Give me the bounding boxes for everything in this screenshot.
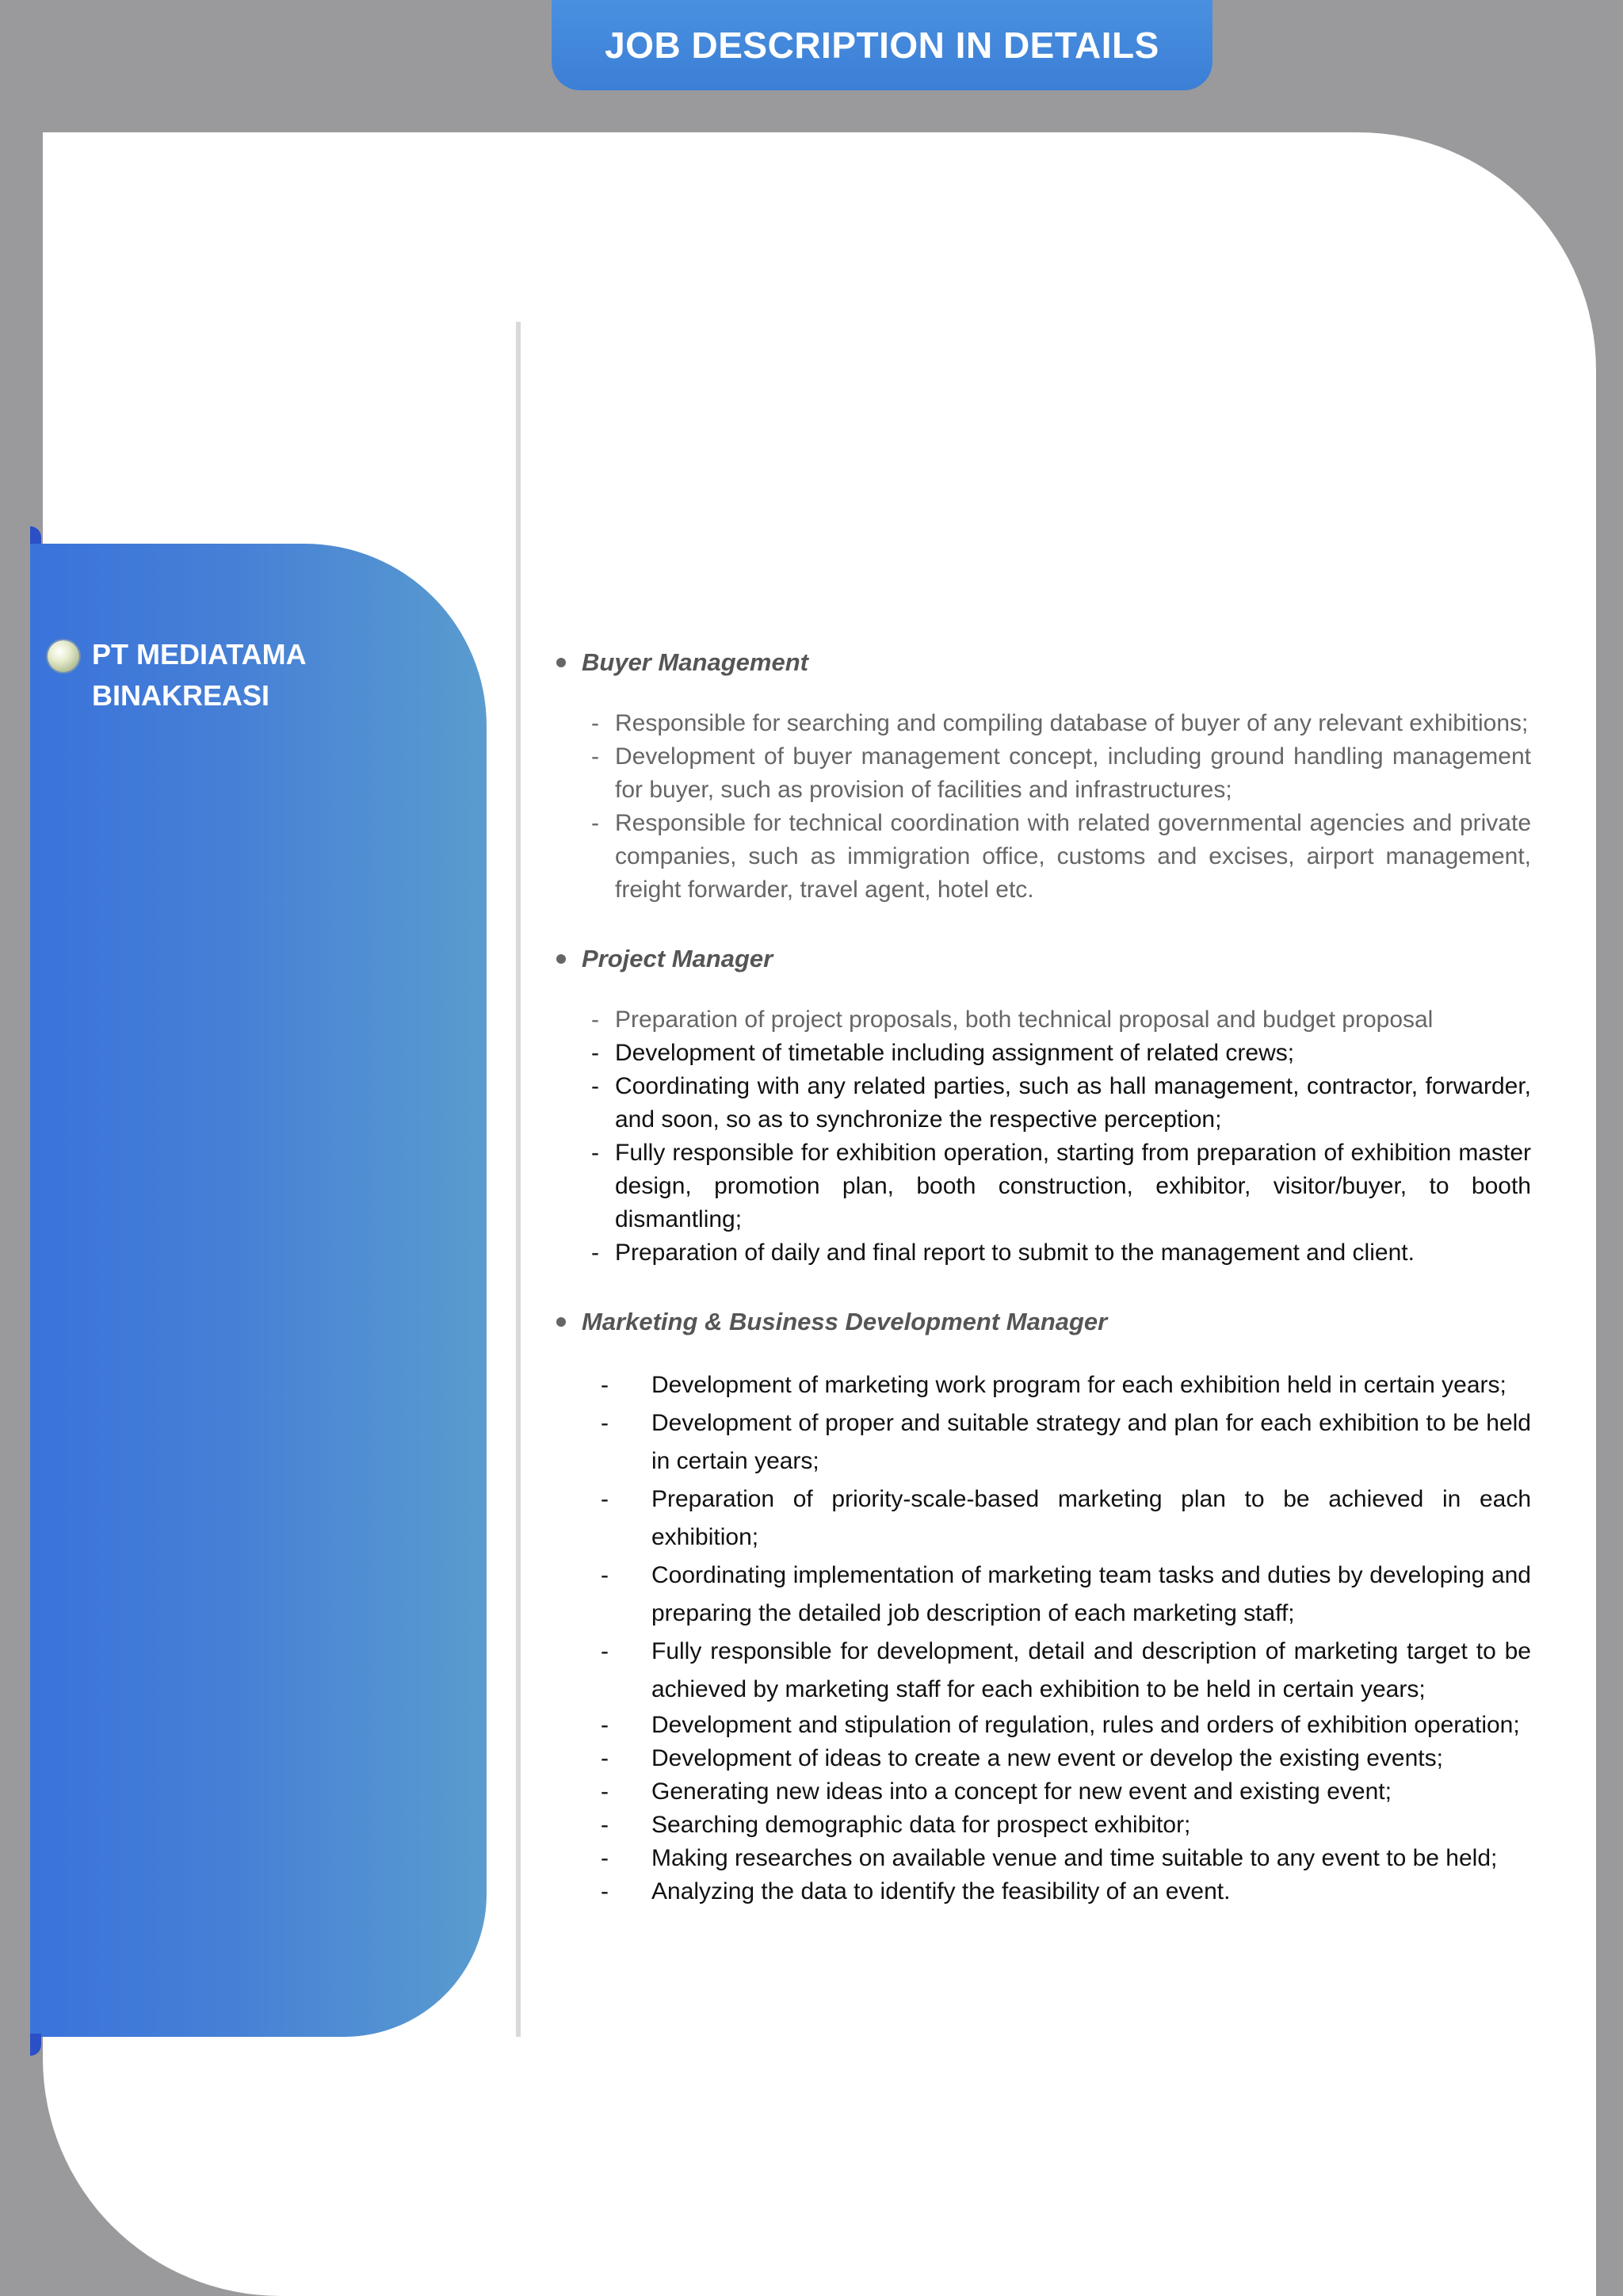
page-title: JOB DESCRIPTION IN DETAILS bbox=[605, 25, 1159, 66]
list-item: - Making researches on available venue and time suitable to any event to be held; bbox=[545, 1842, 1536, 1875]
job-descriptions bbox=[545, 640, 1536, 1939]
list-item: - Development of timetable including assignment of related crews; bbox=[545, 1037, 1536, 1070]
header-tab bbox=[552, 0, 1212, 90]
duty-list bbox=[545, 1366, 1536, 1908]
list-item: - Development of marketing work program for each exhibition held in certain years; bbox=[545, 1366, 1536, 1404]
list-item: - Generating new ideas into a concept for new event and existing event; bbox=[545, 1775, 1536, 1809]
role-section bbox=[545, 1300, 1536, 1908]
side-panel-notch-bottom bbox=[30, 2034, 41, 2056]
list-item: - Coordinating implementation of marketing team tasks and duties by developing and preparing the detailed job description of each marketing staff; bbox=[545, 1557, 1536, 1633]
list-item: - Development of buyer management concept, including ground handling management for buyer, such as provision of facilities and infrastructures; bbox=[545, 740, 1536, 807]
list-item: - Development and stipulation of regulation, rules and orders of exhibition operation; bbox=[545, 1709, 1536, 1742]
list-item: - Responsible for technical coordination with related governmental agencies and private companies, such as immigration office, customs and excises, airport management, freight forwarder, travel agent, hotel etc. bbox=[545, 807, 1536, 907]
duty-list bbox=[545, 707, 1536, 907]
vertical-divider bbox=[516, 322, 521, 2037]
role-section bbox=[545, 640, 1536, 907]
list-item: - Fully responsible for development, detail and description of marketing target to be achieved by marketing staff for each exhibition to be held in certain years; bbox=[545, 1633, 1536, 1709]
bullet-icon bbox=[556, 658, 566, 667]
list-item: - Responsible for searching and compiling database of buyer of any relevant exhibitions; bbox=[545, 707, 1536, 740]
list-item: - Preparation of priority-scale-based marketing plan to be achieved in each exhibition; bbox=[545, 1480, 1536, 1557]
list-item: - Development of ideas to create a new event or develop the existing events; bbox=[545, 1742, 1536, 1775]
orb-bullet-icon bbox=[48, 640, 79, 672]
role-title: Project Manager bbox=[582, 945, 773, 972]
list-item: - Searching demographic data for prospect exhibitor; bbox=[545, 1809, 1536, 1842]
role-heading bbox=[545, 937, 1536, 981]
company-name: PT MEDIATAMA BINAKREASI bbox=[92, 638, 306, 712]
side-panel bbox=[30, 544, 487, 2037]
list-item: - Coordinating with any related parties, such as hall management, contractor, forwarder, and soon, so as to synchronize the respective perception; bbox=[545, 1070, 1536, 1137]
role-heading bbox=[545, 640, 1536, 685]
list-item: - Analyzing the data to identify the feasibility of an event. bbox=[545, 1875, 1536, 1908]
list-item: - Fully responsible for exhibition operation, starting from preparation of exhibition master design, promotion plan, booth construction, exhibitor, visitor/buyer, to booth dismantling; bbox=[545, 1137, 1536, 1236]
list-item: - Development of proper and suitable strategy and plan for each exhibition to be held in certain years; bbox=[545, 1404, 1536, 1480]
list-item: - Preparation of project proposals, both technical proposal and budget proposal bbox=[545, 1003, 1536, 1037]
role-title: Marketing & Business Development Manager bbox=[582, 1308, 1108, 1335]
role-heading bbox=[545, 1300, 1536, 1344]
role-section bbox=[545, 937, 1536, 1270]
company-label bbox=[48, 634, 346, 716]
bullet-icon bbox=[556, 1317, 566, 1327]
duty-list bbox=[545, 1003, 1536, 1270]
bullet-icon bbox=[556, 954, 566, 964]
list-item: - Preparation of daily and final report to submit to the management and client. bbox=[545, 1236, 1536, 1270]
role-title: Buyer Management bbox=[582, 648, 808, 676]
